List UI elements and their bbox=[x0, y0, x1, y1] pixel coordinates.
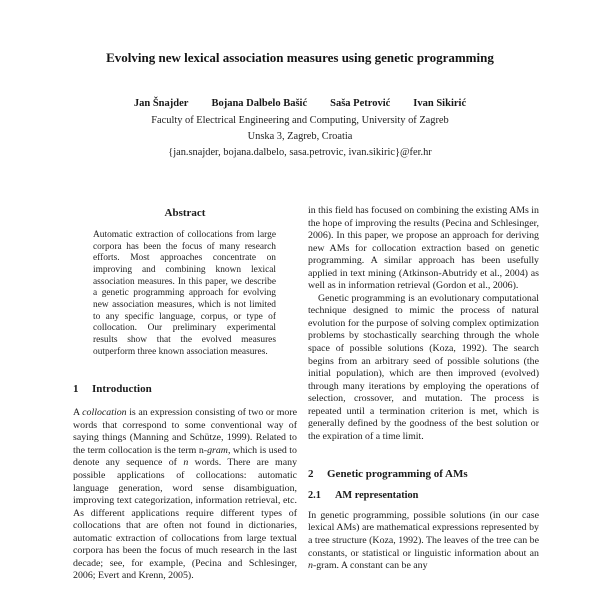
abstract-body: Automatic extraction of collocations from large corpora has been the focus of many research efforts. Most approaches concentrate on improving and combining known lexical association measures. In this paper, we describe a genetic programming approach for evolving new association measures, which is not limited to any specific language, corpus, or type of collocation. Our preliminary experimental results show that the evolved measures outperform three known association measures. bbox=[93, 230, 276, 357]
introduction-paragraph: A collocation is an expression consisting of two or more words that correspond to some conventional way of saying things (Manning and Schütze, 1999). Related to the term collocation is the term n-gram, which is used to denote any sequence of n words. There are many possible applications of collocations: automatic language generation, word sense disambiguation, improving text categorization, information retrieval, etc. As different applications require different types of collocations that are often not found in dictionaries, automatic extraction of collocations from large textual corpora has been the focus of much research in the last decade; see, for example, (Pecina and Schlesinger, 2006; Evert and Krenn, 2005). bbox=[73, 407, 298, 582]
section-title: Introduction bbox=[92, 383, 152, 396]
address-line: Unska 3, Zagreb, Croatia bbox=[247, 131, 353, 142]
subsection-number: 2.1 bbox=[308, 490, 321, 502]
genetic-programming-paragraph: Genetic programming is an evolutionary computational technique designed to mimic the process of natural evolution for the purpose of solving complex optimization problems by stochastically searching through the whole space of possible solutions (Koza, 1992). The search begins from an arbitrary seed of possible solutions (the initial population), which are then improved (evolved) through many iterations by employing the operations of selection, crossover, and mutation. The process is repeated until a termination criterion is met, which is generally defined by the goodness of the best solution or the expiration of a time limit. bbox=[308, 292, 539, 442]
author-list bbox=[0, 97, 600, 110]
am-representation-paragraph: In genetic programming, possible solutions (in our case lexical AMs) are mathematical expressions represented by a tree structure (Koza, 1992). The leaves of the tree can be constants, or statistical or linguistic information about an n-gram. A constant can be any bbox=[308, 509, 539, 572]
column-left bbox=[73, 203, 297, 583]
column-right bbox=[308, 203, 539, 573]
continuation-paragraph: in this field has focused on combining the existing AMs in the hope of improving the results (Pecina and Schlesinger, 2006). In this paper, we propose an approach for deriving new AMs for collocation extraction based on genetic programming. A similar approach has been usefully applied in text mining (Atkinson-Abutridy et al., 2004) as well as in information retrieval (Gordon et al., 2006). bbox=[308, 205, 539, 292]
section-number: 1 bbox=[73, 383, 79, 396]
section-2-heading bbox=[308, 468, 539, 481]
subsection-2-1-heading bbox=[308, 490, 539, 503]
affiliation-line: Faculty of Electrical Engineering and Computing, University of Zagreb bbox=[151, 115, 449, 126]
paper-title: Evolving new lexical association measures using genetic programming bbox=[106, 50, 494, 65]
abstract-heading: Abstract bbox=[164, 207, 206, 219]
subsection-title: AM representation bbox=[335, 490, 419, 502]
author-name: Saša Petrović bbox=[330, 98, 391, 109]
author-name: Ivan Sikirić bbox=[413, 98, 467, 109]
author-name: Jan Šnajder bbox=[133, 98, 189, 109]
email-line: {jan.snajder, bojana.dalbelo, sasa.petrovic, ivan.sikiric}@fer.hr bbox=[168, 147, 432, 158]
author-name: Bojana Dalbelo Bašić bbox=[211, 98, 308, 109]
section-title: Genetic programming of AMs bbox=[327, 468, 468, 481]
section-number: 2 bbox=[308, 468, 314, 481]
section-1-heading bbox=[73, 383, 297, 396]
